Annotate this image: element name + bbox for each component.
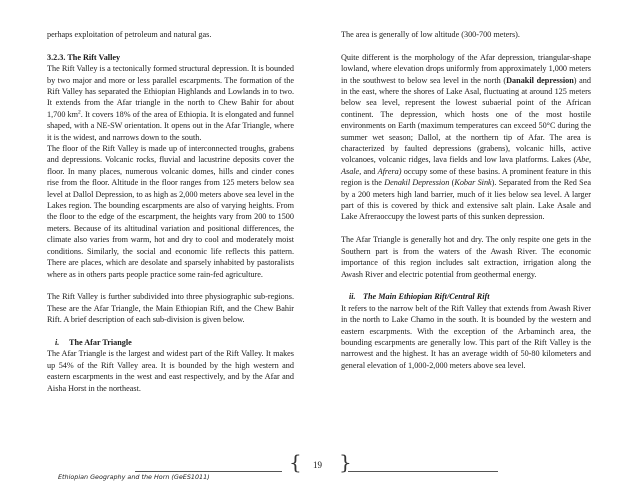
subsection-heading: ii. The Main Ethiopian Rift/Central Rift [349,292,490,302]
paragraph: The Afar Triangle is generally hot and dry. The only respite one gets in the Southern part is from the waters of the Awash River. The economic importance of this region includes salt extraction, irrigation along the Awash River and electric potential from geothermal energy. [341,235,591,279]
paragraph: perhaps exploitation of petroleum and natural gas. [47,30,212,39]
page-number: 19 [313,460,322,470]
subsection-heading: i. The Afar Triangle [55,337,132,347]
right-column [341,29,591,371]
paragraph: The Rift Valley is further subdivided into three physiographic sub-regions. These are the Afar Triangle, the Main Ethiopian Rift, and the Chew Bahir Rift. A brief description of each sub-division is given below. [47,292,294,325]
paragraph: The area is generally of low altitude (300-700 meters). [341,30,520,39]
paragraph: Quite different is the morphology of the Afar depression, triangular-shape lowland, where elevation drops uniformly from approximately 1,000 meters in the southwest to below sea level in the north (Danakil depression) and in the east, where the shores of Lake Asal, fluctuating at around 125 meters below sea level, represent the lowest subaerial point of the African continent. The depression, which hosts one of the most hostile environments on Earth (maximum temperatures can exceed 50°C during the summer wet season; Dallol, at the northern tip of Afar. The area is characterized by faulted depressions (grabens), volcanic hills, active volcanoes, volcanic ridges, lava fields and low lava platforms. Lakes (Abe, Asale, and Afrera) occupy some of these basins. A prominent feature in this region is the Denakil Depression (Kobar Sink). Separated from the Red Sea by a 200 meters high land barrier, much of it lies below sea level. A larger part of this is covered by thick and extensive salt plain. Lake Asale and Lake Afreraoccupy the lowest parts of this sunken depression. [341,52,592,222]
paragraph: The Rift Valley is a tectonically formed structural depression. It is bounded by two major and more or less parallel escarpments. The formation of the Rift Valley has separated the Ethiopian Highlands and Lowlands in to two. It extends from the Afar triangle in the north to Chew Bahir for about 1,700 $km^2$. It covers 18% of the area of Ethiopia. It is elongated and funnel shaped, with a NE-SW orientation. It opens out in the Afar Triangle, where it is the widest, and narrows down to the south. [47,64,295,142]
paragraph: The floor of the Rift Valley is made up of interconnected troughs, grabens and depressions. Volcanic rocks, fluvial and lacustrine deposits cover the floor. In many places, numerous volcanic domes, hills and cinder cones rise from the floor. Altitude in the floor ranges from 125 meters below sea level at Dallol Depression, to as high as 2,000 meters above sea level in the Lakes region. The bounding escarpments are also of varying heights. From the floor to the edge of the escarpment, the heights vary from 200 to 1500 meters. Because of its altitudinal variation and positional differences, the climate also varies from warm, hot and dry to cool and moderately moist conditions. Similarly, the social and economic life reflects this pattern. There are places, which are desolate and sparsely inhabited by pastoralists where as in others parts people practice some rain-fed agriculture. [47,144,294,279]
footer-rule-right [348,471,498,472]
section-heading: 3.2.3. The Rift Valley [47,52,121,62]
left-column [47,29,294,394]
brace-right-icon: } [339,450,352,474]
paragraph: It refers to the narrow belt of the Rift Valley that extends from Awash River in the north to Lake Chamo in the south. It is bounded by the western and eastern escarpments. With the exception of the Arbaminch area, the bounding escarpments are generally low. This part of the Rift Valley is the narrowest and the highest. It has an average width of 50-80 kilometers and general elevation of 1,000-2,000 meters above sea level. [341,303,591,370]
footer-course-title: Ethiopian Geography and the Horn (GeES1011) [58,473,210,481]
brace-left-icon: { [289,450,302,474]
paragraph: The Afar Triangle is the largest and widest part of the Rift Valley. It makes up 54% of the Rift Valley area. It is bounded by the high western and eastern escarpments in the west and east respectively, and by the Afar and Aisha Horst in the northeast. [47,349,294,393]
footer-rule-left [135,471,282,472]
